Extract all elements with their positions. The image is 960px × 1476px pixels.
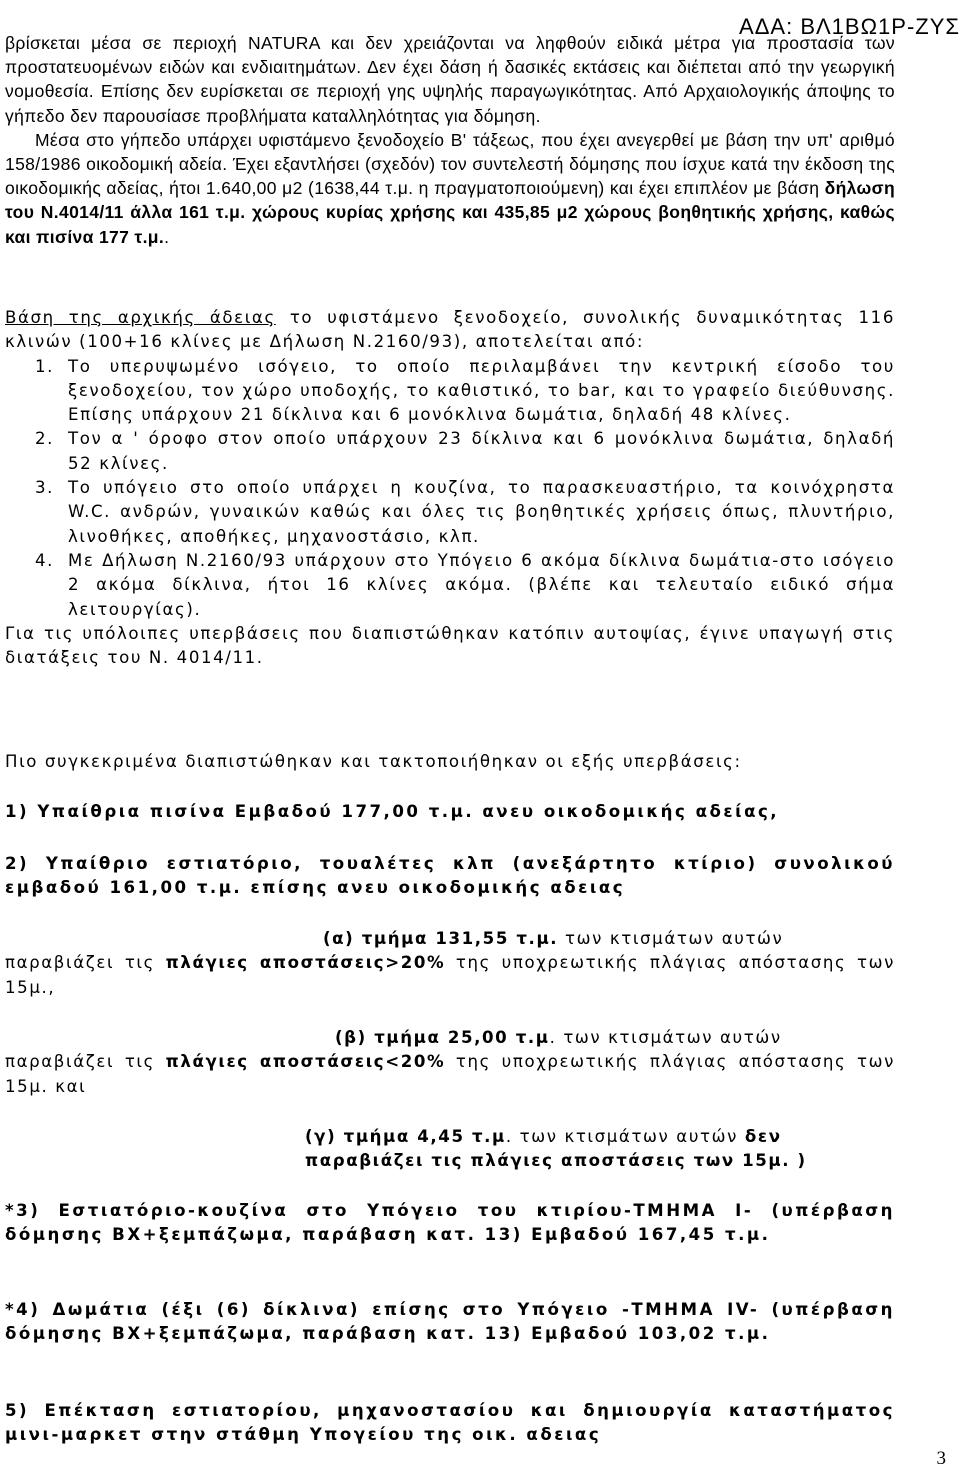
hotel-parts-list bbox=[5, 355, 895, 622]
violation-4: *4) Δωμάτια (έξι (6) δίκλινα) επίσης στο Υπόγειο -ΤΜΗΜΑ ΙV- (υπέρβαση δόμησης ΒΧ+ξεμπάζωμα, παράβαση κατ. 13) Εμβαδού 103,02 τ.μ. bbox=[5, 1300, 895, 1344]
list-text: Το υπόγειο στο οποίο υπάρχει η κουζίνα, το παρασκευαστήριο, τα κοινόχρηστα W.C. ανδρών, γυναικών καθώς και όλες τις βοηθητικές χρήσεις όπως, πλυντήριο, λινοθήκες, αποθήκες, μηχανοστάσιο, κλπ. bbox=[68, 478, 895, 546]
period: . bbox=[164, 226, 170, 247]
list-item bbox=[5, 427, 895, 476]
violation-2c-bold: (γ) τμήμα 4,45 τ.μ bbox=[305, 1127, 506, 1146]
ada-code: ΑΔΑ: ΒΛ1ΒΩ1Ρ-ΖΥΣ bbox=[739, 14, 960, 39]
violation-2b-rest: . των κτισμάτων αυτών bbox=[549, 1028, 782, 1047]
violation-2a-head bbox=[5, 927, 895, 951]
violation-2a-post: της υποχρεωτικής πλάγιας απόστασης των 15μ., bbox=[5, 953, 895, 997]
violation-2a-body bbox=[5, 951, 895, 1000]
list-number: 3. bbox=[35, 478, 55, 498]
violation-2b-body bbox=[5, 1050, 895, 1099]
list-number: 1. bbox=[35, 356, 55, 376]
intro-section bbox=[5, 31, 895, 249]
violation-2a-rest: των κτισμάτων αυτών bbox=[558, 929, 784, 948]
list-number: 2. bbox=[35, 429, 55, 449]
violation-2b-post: της υποχρεωτικής πλάγιας απόστασης των 15μ. και bbox=[5, 1052, 895, 1096]
violation-1: 1) Υπαίθρια πισίνα Εμβαδού 177,00 τ.μ. ανευ οικοδομικής αδείας, bbox=[5, 802, 780, 821]
list-text: Τον α ' όροφο στον οποίο υπάρχουν 23 δίκλινα και 6 μονόκλινα δωμάτια, δηλαδή 52 κλίνες. bbox=[68, 429, 895, 473]
basis-text: το υφιστάμενο ξενοδοχείο, συνολικής δυναμικότητας 116 κλινών (100+16 κλίνες με Δήλωση Ν.2160/93), αποτελείται από: bbox=[5, 308, 895, 352]
list-number: 4. bbox=[35, 550, 55, 570]
violation-2b-pre: παραβιάζει τις bbox=[5, 1052, 166, 1072]
basis-section bbox=[5, 306, 895, 670]
violation-2a-bold: (α) τμήμα 131,55 τ.μ. bbox=[323, 929, 559, 948]
remaining-paragraph: Για τις υπόλοιπες υπερβάσεις που διαπιστώθηκαν κατόπιν αυτοψίας, έγινε υπαγωγή στις διατάξεις του Ν. 4014/11. bbox=[5, 623, 895, 668]
violation-2b-head bbox=[5, 1026, 895, 1050]
violation-2b-bold2: πλάγιες αποστάσεις<20% bbox=[165, 1052, 446, 1072]
violation-2c-bold2: δεν παραβιάζει τις πλάγιες αποστάσεις των 15μ. ) bbox=[305, 1127, 807, 1171]
intro-paragraph-2 bbox=[5, 128, 895, 249]
violation-2a-bold2: πλάγιες αποστάσεις>20% bbox=[165, 953, 446, 973]
list-item bbox=[5, 476, 895, 549]
list-item bbox=[5, 549, 895, 622]
violation-3: *3) Εστιατόριο-κουζίνα στο Υπόγειο του κτιρίου-ΤΜΗΜΑ Ι- (υπέρβαση δόμησης ΒΧ+ξεμπάζωμα, παράβαση κατ. 13) Εμβαδού 167,45 τ.μ. bbox=[5, 1201, 895, 1245]
violation-2a-pre: παραβιάζει τις bbox=[5, 953, 166, 973]
hotel-description: Μέσα στο γήπεδο υπάρχει υφιστάμενο ξενοδοχείο Β' τάξεως, που έχει ανεγερθεί με βάση την υπ' αριθμό 158/1986 οικοδομική αδεία. Έχει εξαντλήσει (σχεδόν) τον συντελεστή δόμησης που ίσχυε κατά την έκδοση της οικοδομικής αδείας, ήτοι 1.640,00 μ2 (1638,44 τ.μ. η πραγματοποιούμενη) και έχει επιπλέον με βάση bbox=[5, 129, 895, 199]
violation-2c-line bbox=[5, 1125, 895, 1174]
basis-paragraph bbox=[5, 306, 895, 355]
violation-2a bbox=[5, 927, 895, 1000]
list-item bbox=[5, 355, 895, 428]
list-text: Το υπερυψωμένο ισόγειο, το οποίο περιλαμβάνει την κεντρική είσοδο του ξενοδοχείου, τον χώρο υποδοχής, το καθιστικό, το bar, και το γραφείο διεύθυνσης. Επίσης υπάρχουν 21 δίκλινα και 6 μονόκλινα δωμάτια, δηλαδή 48 κλίνες. bbox=[68, 356, 895, 425]
basis-underlined: Βάση της αρχικής άδειας bbox=[5, 308, 276, 327]
violation-5: 5) Επέκταση εστιατορίου, μηχανοστασίου και δημιουργία καταστήματος μινι-μαρκετ στην στάθμη Υπογείου της οικ. αδειας bbox=[5, 1401, 895, 1445]
violation-2c bbox=[5, 1125, 895, 1174]
declaration-bold: δήλωση του Ν.4014/11 άλλα 161 τ.μ. χώρους κυρίας χρήσης και 435,85 μ2 χώρους βοηθητικής χρήσης, καθώς και πισίνα 177 τ.μ. bbox=[5, 178, 895, 247]
list-text: Με Δήλωση Ν.2160/93 υπάρχουν στο Υπόγειο 6 ακόμα δίκλινα δωμάτια-στο ισόγειο 2 ακόμα δίκλινα, ήτοι 16 κλίνες ακόμα. (βλέπε και τελευταίο ειδικό σήμα λειτουργίας). bbox=[68, 550, 895, 619]
specific-line: Πιο συγκεκριμένα διαπιστώθηκαν και τακτοποιήθηκαν οι εξής υπερβάσεις: bbox=[5, 752, 742, 771]
violation-2: 2) Υπαίθριο εστιατόριο, τουαλέτες κλπ (ανεξάρτητο κτίριο) συνολικού εμβαδού 161,00 τ.μ. επίσης ανευ οικοδομικής αδειας bbox=[5, 854, 895, 898]
violation-2c-rest: . των κτισμάτων αυτών bbox=[505, 1127, 745, 1146]
page-number: 3 bbox=[936, 1448, 946, 1469]
intro-paragraph-1: βρίσκεται μέσα σε περιοχή NATURA και δεν χρειάζονται να ληφθούν ειδικά μέτρα για προστασία των προστατευομένων ειδών και ενδιαιτημάτων. Δεν έχει δάση ή δασικές εκτάσεις και διέπεται από την γεωργική νομοθεσία. Επίσης δεν ευρίσκεται σε περιοχή γης υψηλής παραγωγικότητας. Από Αρχαιολογικής άποψης το γήπεδο δεν παρουσίασε προβλήματα καταλληλότητας για δόμηση. bbox=[5, 33, 895, 126]
violation-2b-bold: (β) τμήμα 25,00 τ.μ bbox=[335, 1028, 550, 1047]
violation-2b bbox=[5, 1026, 895, 1099]
